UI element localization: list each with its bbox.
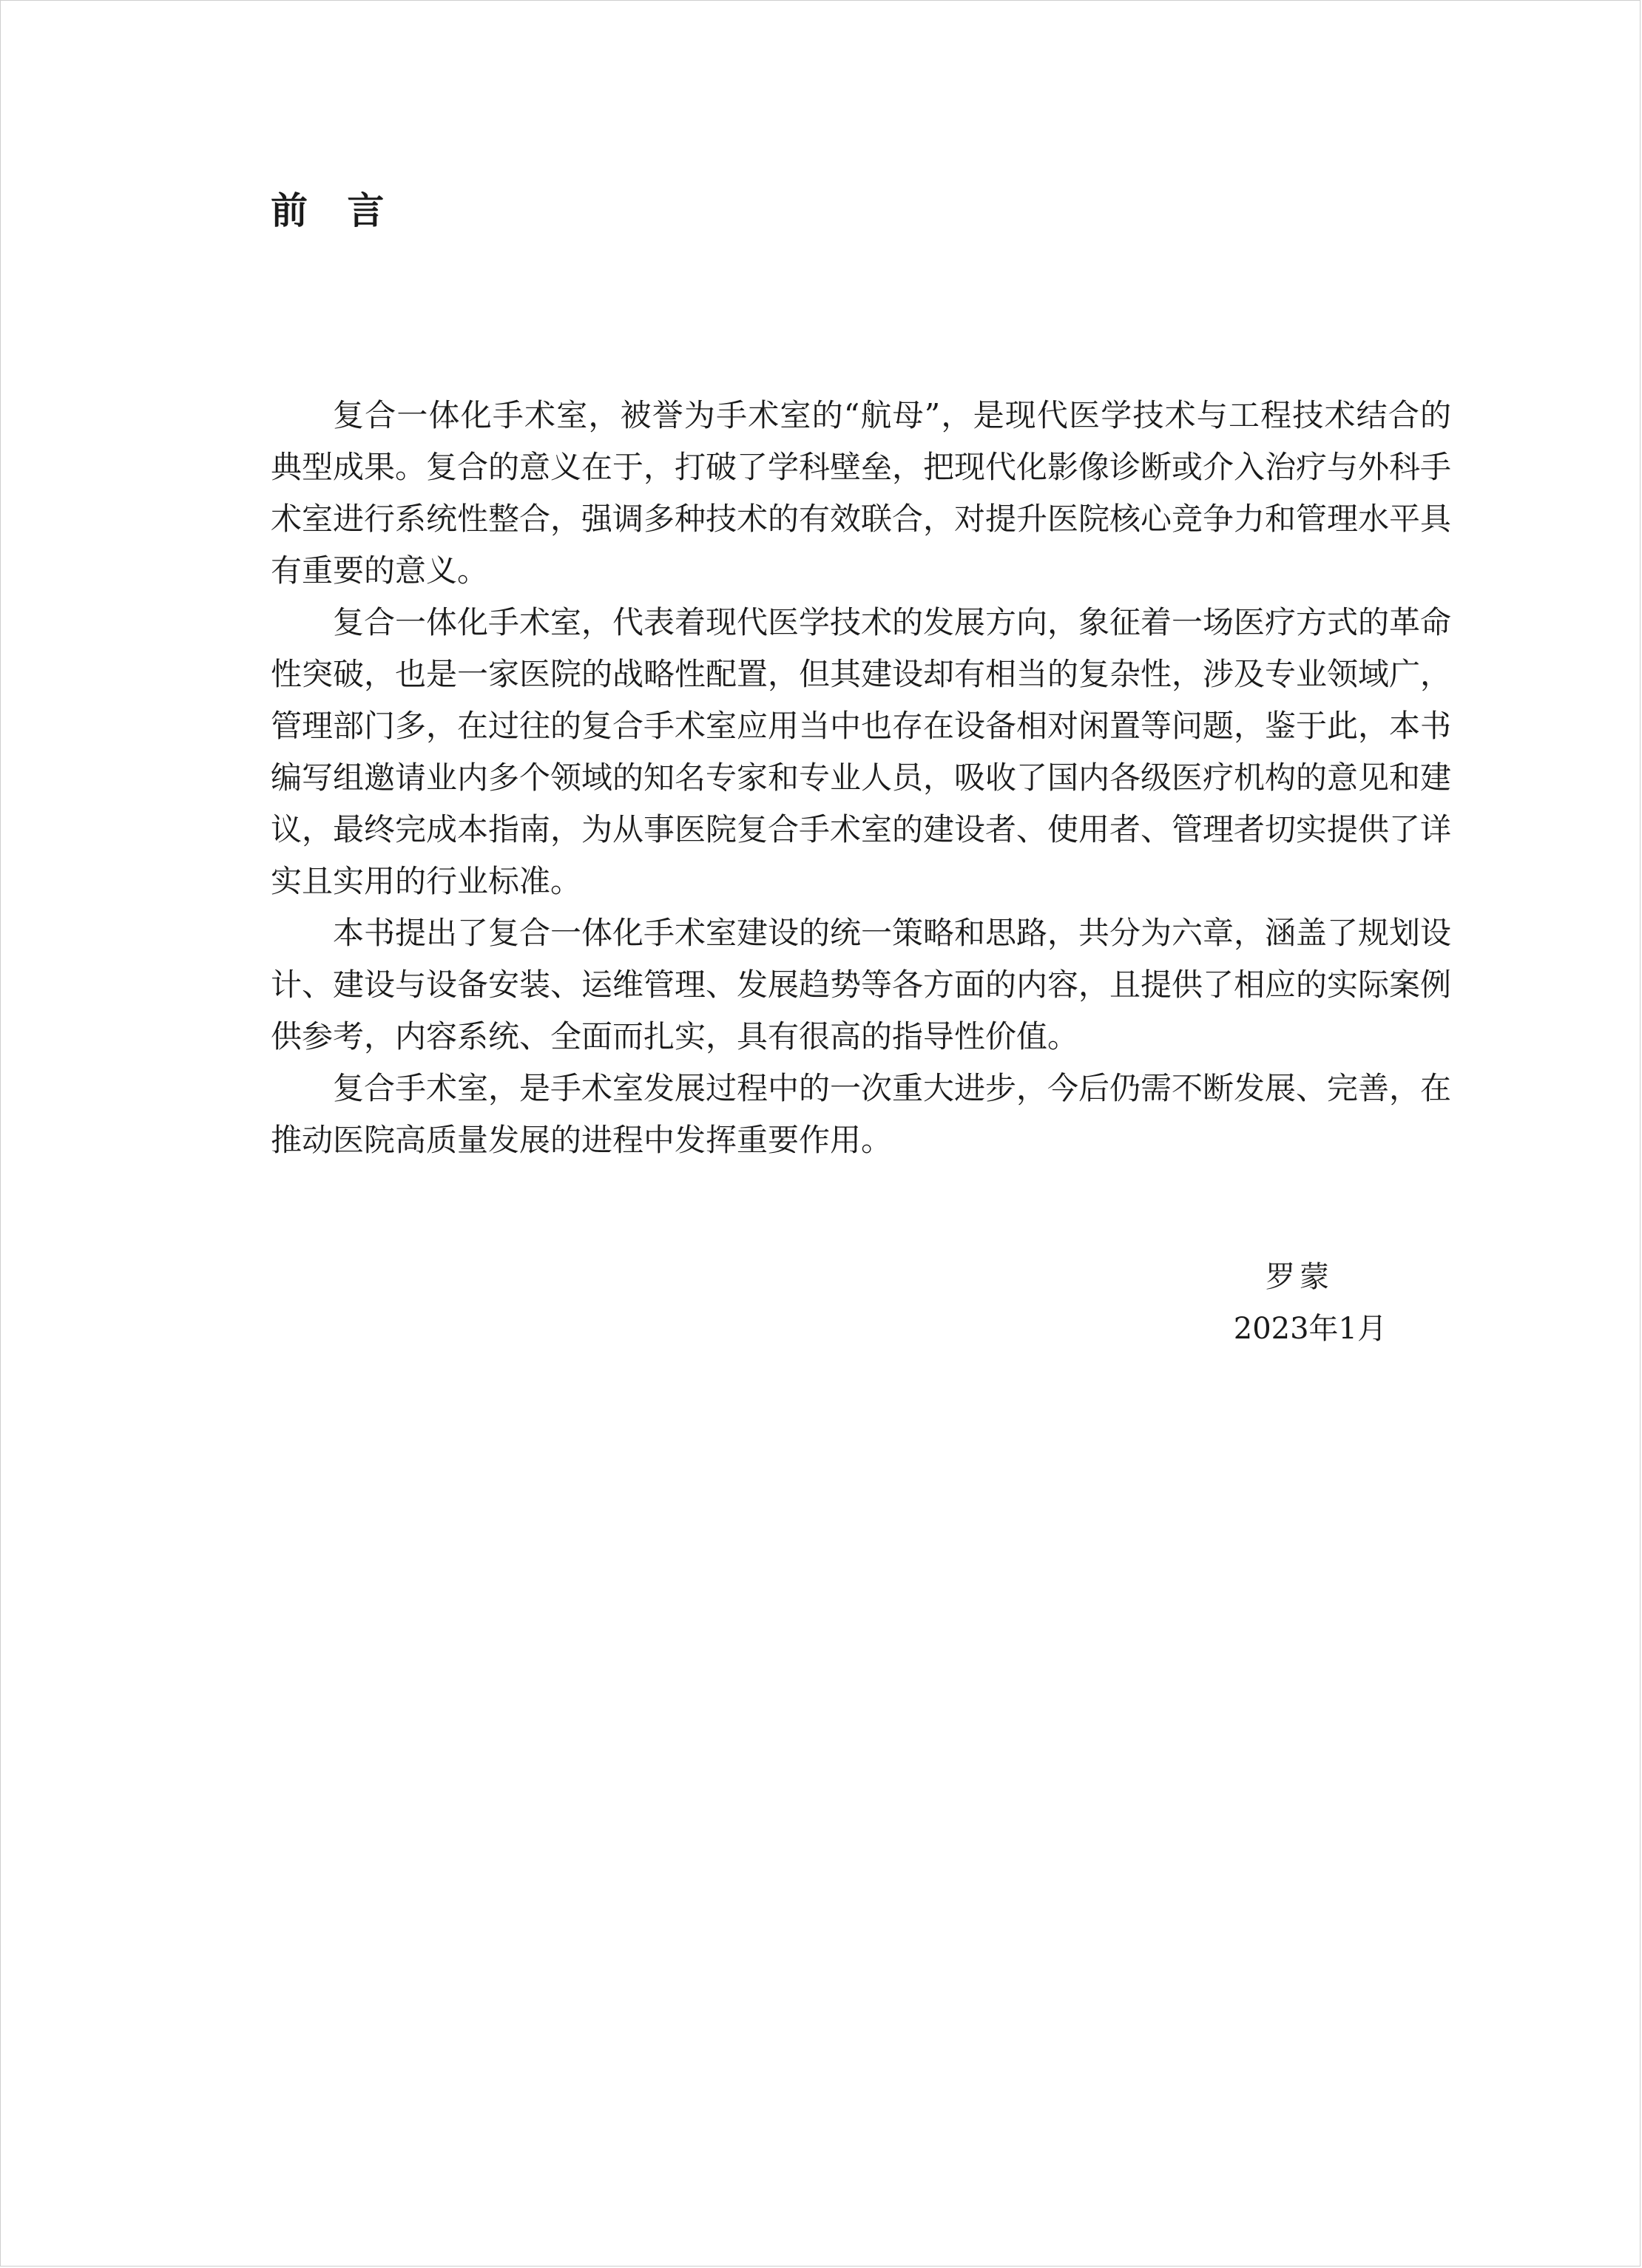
signature-block [1234, 1251, 1387, 1355]
paragraph-3: 本书提出了复合一体化手术室建设的统一策略和思路，共分为六章，涵盖了规划设计、建设与设备安装、运维管理、发展趋势等各方面的内容，且提供了相应的实际案例供参考，内容系统、全面而扎实，具有很高的指导性价值。 [271, 915, 1452, 1055]
paragraph-2: 复合一体化手术室，代表着现代医学技术的发展方向，象征着一场医疗方式的革命性突破，也是一家医院的战略性配置，但其建设却有相当的复杂性，涉及专业领域广，管理部门多，在过往的复合手术室应用当中也存在设备相对闲置等问题，鉴于此，本书编写组邀请业内多个领域的知名专家和专业人员，吸收了国内各级医疗机构的意见和建议，最终完成本指南，为从事医院复合手术室的建设者、使用者、管理者切实提供了详实且实用的行业标准。 [271, 604, 1452, 899]
author-name: 罗蒙 [1266, 1260, 1334, 1294]
paragraph-4: 复合手术室，是手术室发展过程中的一次重大进步，今后仍需不断发展、完善，在推动医院高质量发展的进程中发挥重要作用。 [271, 1070, 1452, 1158]
preface-body [271, 390, 1451, 1166]
signature-date: 2023年1月 [1233, 1312, 1387, 1346]
paragraph-1: 复合一体化手术室，被誉为手术室的“航母”，是现代医学技术与工程技术结合的典型成果。复合的意义在于，打破了学科壁垒，把现代化影像诊断或介入治疗与外科手术室进行系统性整合，强调多种技术的有效联合，对提升医院核心竞争力和管理水平具有重要的意义。 [271, 397, 1452, 589]
page-title: 前 言 [271, 189, 398, 232]
